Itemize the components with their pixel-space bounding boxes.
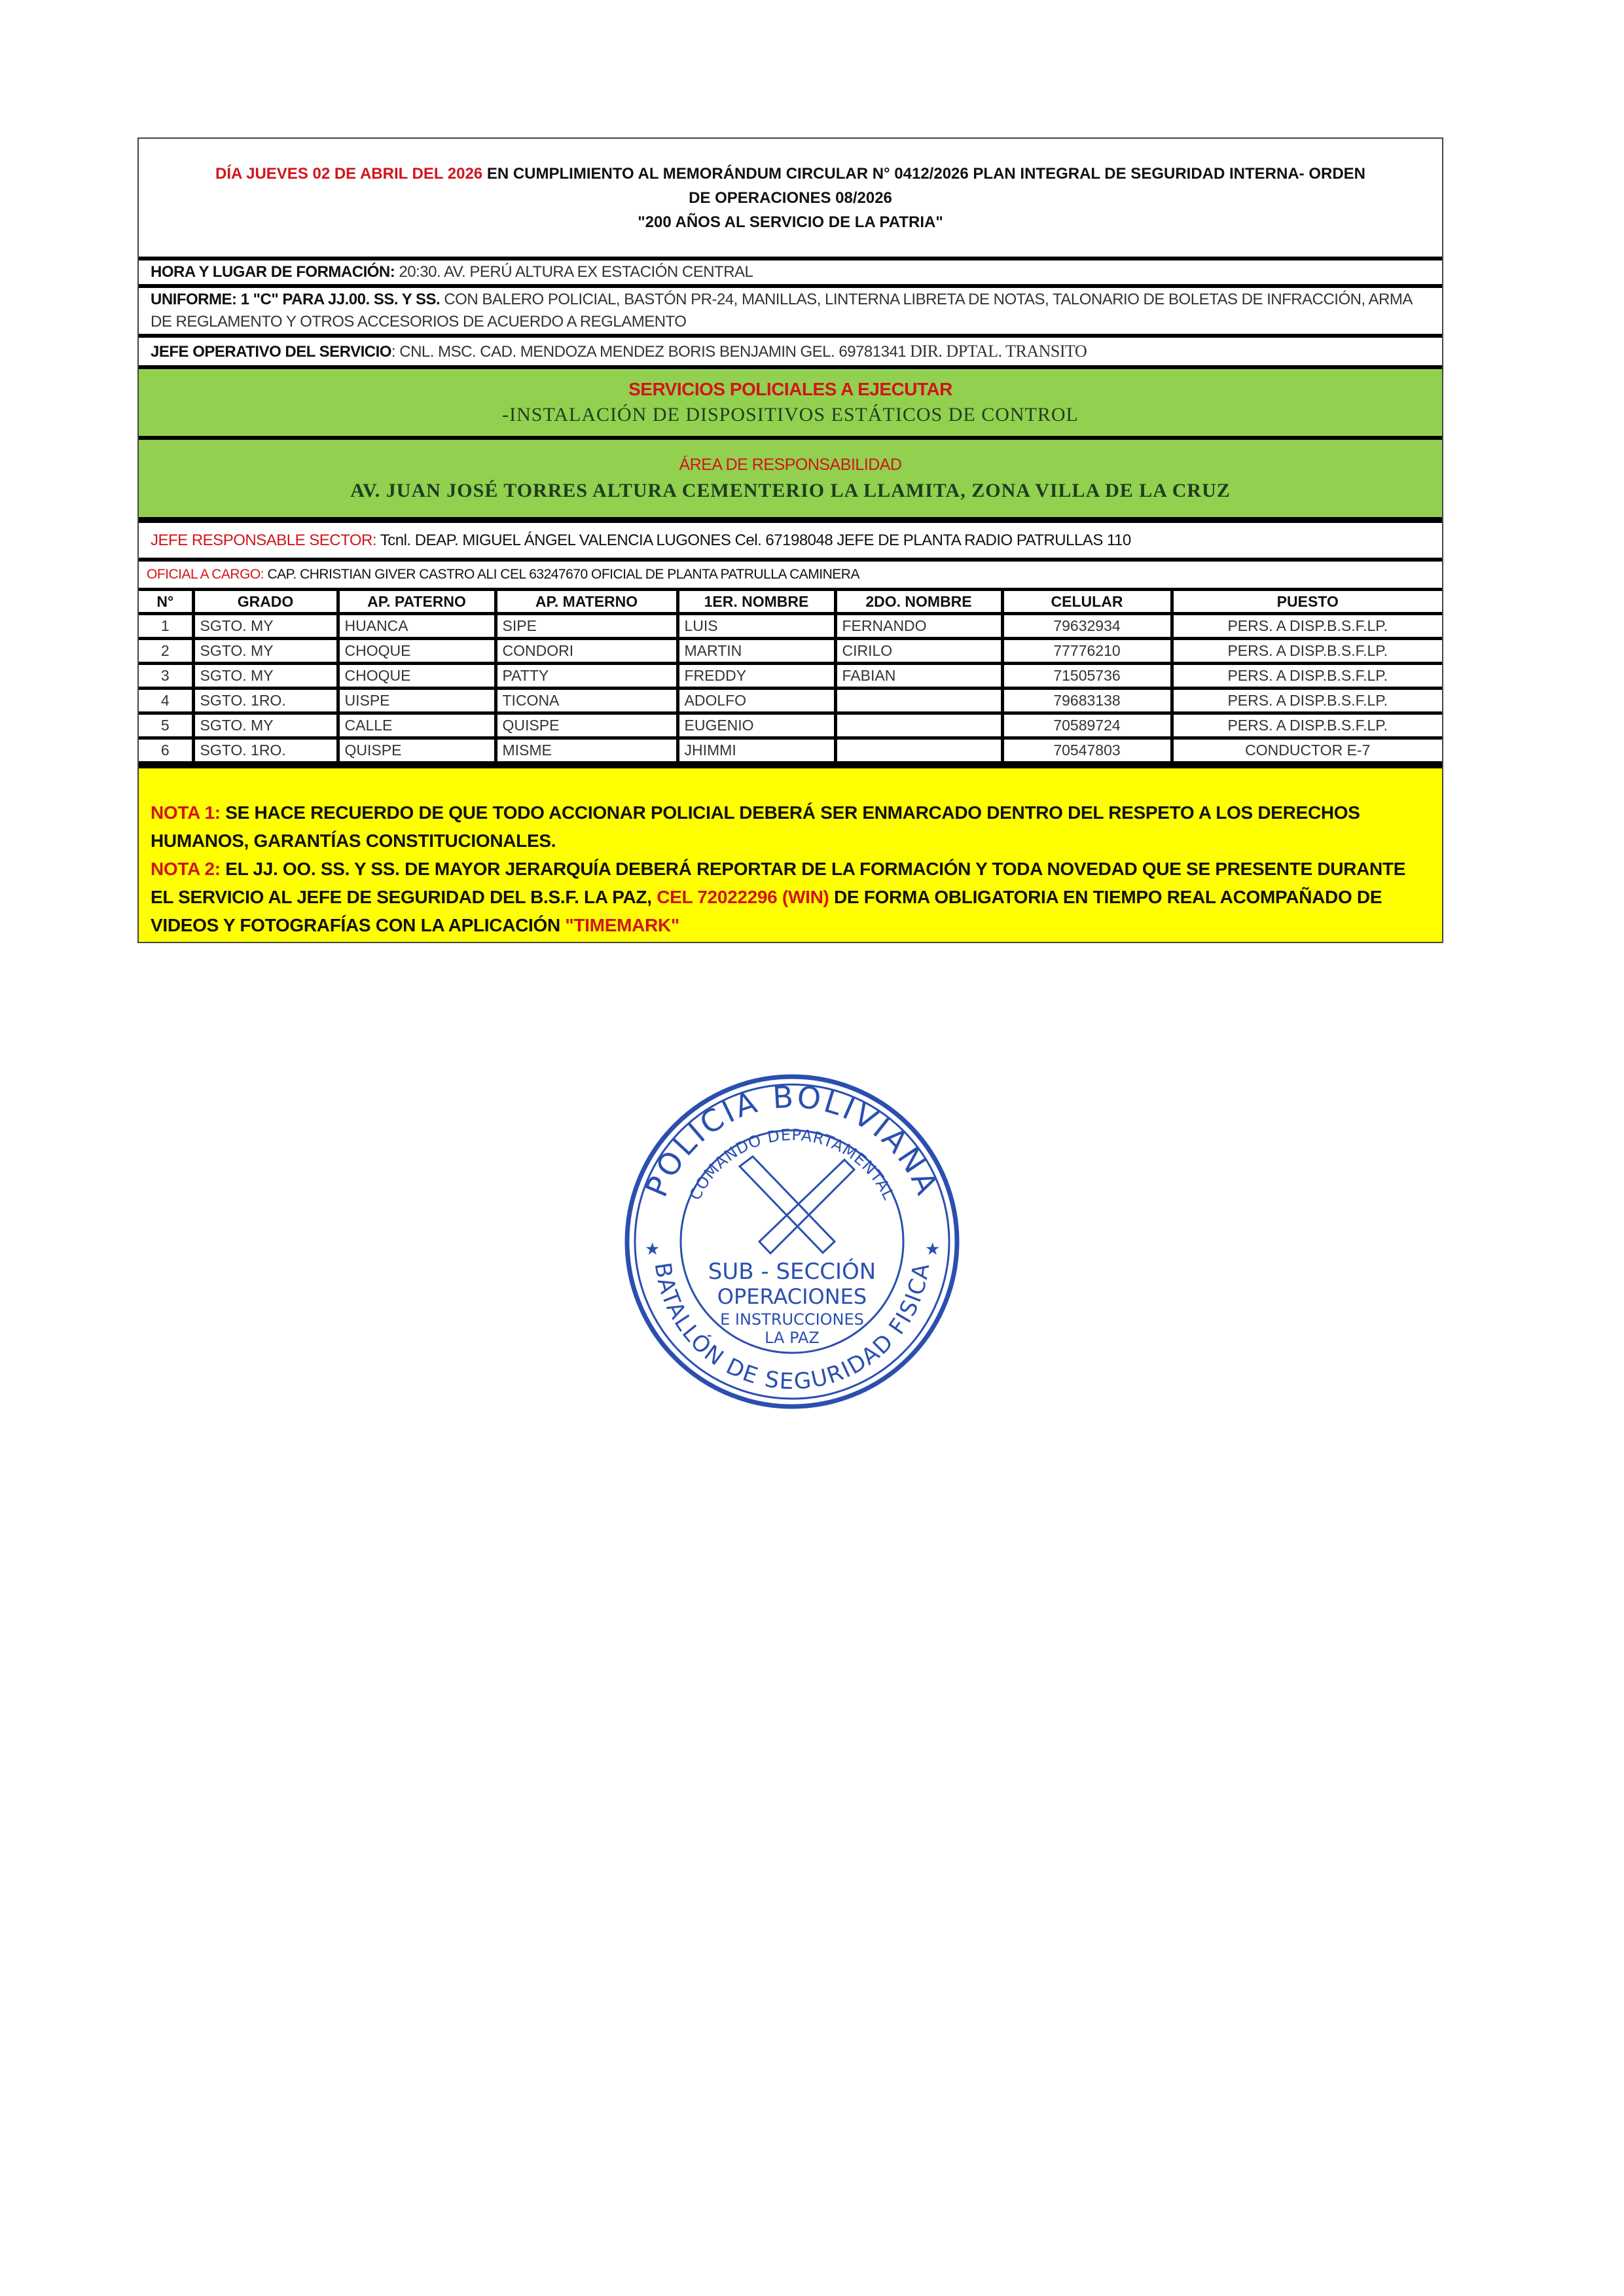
- cell-position: PERS. A DISP.B.S.F.LP.: [1172, 689, 1442, 713]
- column-header: N°: [139, 590, 193, 614]
- note-1-text: SE HACE RECUERDO DE QUE TODO ACCIONAR POLICIAL DEBERÁ SER ENMARCADO DENTRO DEL RESPETO A LOS DERECHOS HUMANOS, GARANTÍAS CONSTITUCIONALES.: [151, 802, 1360, 851]
- cell-row-number: 5: [139, 713, 193, 738]
- note-2-phone: CEL 72022296 (WIN): [657, 887, 829, 907]
- table-row: [139, 639, 1442, 664]
- header-line-1: [215, 162, 1365, 186]
- cell-row-number: 4: [139, 689, 193, 713]
- stamp-bottom-text: BATALLÓN DE SEGURIDAD FISICA: [649, 1261, 935, 1395]
- header-memorandum: EN CUMPLIMIENTO AL MEMORÁNDUM CIRCULAR N° 0412/2026 PLAN INTEGRAL DE SEGURIDAD INTERNA- ORDEN: [482, 164, 1365, 183]
- cell-phone: 70547803: [1002, 738, 1172, 763]
- cell-first-name: MARTIN: [677, 639, 835, 664]
- column-header: 1ER. NOMBRE: [677, 590, 835, 614]
- cell-first-name: EUGENIO: [677, 713, 835, 738]
- cell-row-number: 1: [139, 614, 193, 639]
- services-title: SERVICIOS POLICIALES A EJECUTAR: [628, 379, 952, 399]
- cell-paternal-surname: CHOQUE: [338, 639, 496, 664]
- cell-row-number: 3: [139, 664, 193, 689]
- table-row: [139, 689, 1442, 713]
- stamp-line-4: LA PAZ: [765, 1329, 820, 1347]
- services-section: [139, 365, 1442, 436]
- cell-position: PERS. A DISP.B.S.F.LP.: [1172, 664, 1442, 689]
- cell-phone: 77776210: [1002, 639, 1172, 664]
- formation-label: HORA Y LUGAR DE FORMACIÓN:: [151, 263, 395, 281]
- cell-phone: 79632934: [1002, 614, 1172, 639]
- cell-position: PERS. A DISP.B.S.F.LP.: [1172, 614, 1442, 639]
- cell-first-name: LUIS: [677, 614, 835, 639]
- cell-position: PERS. A DISP.B.S.F.LP.: [1172, 639, 1442, 664]
- uniform-row: [139, 284, 1442, 334]
- cell-rank: SGTO. MY: [193, 713, 338, 738]
- formation-row: [139, 257, 1442, 284]
- note-1-label: NOTA 1:: [151, 802, 221, 823]
- column-header: PUESTO: [1172, 590, 1442, 614]
- cell-maternal-surname: QUISPE: [496, 713, 677, 738]
- cell-first-name: FREDDY: [677, 664, 835, 689]
- stamp-line-1: SUB - SECCIÓN: [708, 1259, 876, 1285]
- cell-row-number: 2: [139, 639, 193, 664]
- police-seal-stamp: [619, 1068, 965, 1415]
- header-date: DÍA JUEVES 02 DE ABRIL DEL 2026: [215, 164, 483, 183]
- cell-position: PERS. A DISP.B.S.F.LP.: [1172, 713, 1442, 738]
- cell-second-name: FABIAN: [835, 664, 1002, 689]
- column-header: 2DO. NOMBRE: [835, 590, 1002, 614]
- area-section: [139, 436, 1442, 517]
- cell-maternal-surname: TICONA: [496, 689, 677, 713]
- table-row: [139, 738, 1442, 763]
- stamp-line-3: E INSTRUCCIONES: [720, 1310, 864, 1329]
- cell-rank: SGTO. 1RO.: [193, 689, 338, 713]
- cell-paternal-surname: HUANCA: [338, 614, 496, 639]
- cell-maternal-surname: MISME: [496, 738, 677, 763]
- personnel-table: [139, 588, 1442, 764]
- area-title: ÁREA DE RESPONSABILIDAD: [679, 455, 902, 474]
- note-1: [151, 798, 1430, 855]
- header-line-2: DE OPERACIONES 08/2026: [689, 188, 892, 207]
- operational-chief-unit: DIR. DPTAL. TRANSITO: [906, 342, 1087, 361]
- table-header-row: [139, 590, 1442, 614]
- notes-section: [139, 764, 1442, 942]
- area-value: AV. JUAN JOSÉ TORRES ALTURA CEMENTERIO LA LLAMITA, ZONA VILLA DE LA CRUZ: [350, 479, 1231, 501]
- cell-rank: SGTO. 1RO.: [193, 738, 338, 763]
- header-motto: "200 AÑOS AL SERVICIO DE LA PATRIA": [638, 213, 943, 231]
- note-2: [151, 855, 1430, 939]
- cell-paternal-surname: CHOQUE: [338, 664, 496, 689]
- services-item: -INSTALACIÓN DE DISPOSITIVOS ESTÁTICOS DE CONTROL: [502, 404, 1079, 425]
- officer-label: OFICIAL A CARGO:: [147, 567, 264, 582]
- uniform-value: CON BALERO POLICIAL, BASTÓN PR-24, MANILLAS, LINTERNA LIBRETA DE NOTAS, TALONARIO DE BOLETAS DE INFRACCIÓN, ARMA DE REGLAMENTO Y OTROS ACCESORIOS DE ACUERDO A REGLAMENTO: [151, 291, 1412, 331]
- cell-rank: SGTO. MY: [193, 639, 338, 664]
- cell-phone: 79683138: [1002, 689, 1172, 713]
- crossed-machetes-icon: [740, 1157, 854, 1253]
- cell-rank: SGTO. MY: [193, 664, 338, 689]
- cell-paternal-surname: QUISPE: [338, 738, 496, 763]
- column-header: AP. MATERNO: [496, 590, 677, 614]
- note-2-label: NOTA 2:: [151, 859, 221, 879]
- stamp-inner-text: COMANDO DEPARTAMENTAL: [685, 1125, 899, 1204]
- operational-chief-label: JEFE OPERATIVO DEL SERVICIO: [151, 343, 391, 361]
- cell-phone: 71505736: [1002, 664, 1172, 689]
- star-icon: ★: [645, 1240, 660, 1259]
- sector-chief-row: [139, 517, 1442, 558]
- cell-row-number: 6: [139, 738, 193, 763]
- cell-phone: 70589724: [1002, 713, 1172, 738]
- star-icon: ★: [925, 1240, 941, 1259]
- column-header: AP. PATERNO: [338, 590, 496, 614]
- cell-second-name: [835, 689, 1002, 713]
- cell-maternal-surname: PATTY: [496, 664, 677, 689]
- table-row: [139, 664, 1442, 689]
- table-row: [139, 713, 1442, 738]
- cell-second-name: FERNANDO: [835, 614, 1002, 639]
- column-header: GRADO: [193, 590, 338, 614]
- officer-row: [139, 558, 1442, 588]
- note-2-text-2: DE FORMA OBLIGATORIA EN TIEMPO REAL ACOMPAÑADO DE VIDEOS Y FOTOGRAFÍAS CON LA APLICACIÓN: [151, 887, 1382, 935]
- table-row: [139, 614, 1442, 639]
- sector-chief-label: JEFE RESPONSABLE SECTOR:: [151, 531, 376, 549]
- cell-position: CONDUCTOR E-7: [1172, 738, 1442, 763]
- note-2-text: EL JJ. OO. SS. Y SS. DE MAYOR JERARQUÍA DEBERÁ REPORTAR DE LA FORMACIÓN Y TODA NOVEDAD QUE SE PRESENTE DURANTE EL SERVICIO AL JEFE DE SEGURIDAD DEL B.S.F. LA PAZ,: [151, 859, 1406, 907]
- cell-first-name: ADOLFO: [677, 689, 835, 713]
- operational-chief-row: [139, 334, 1442, 365]
- uniform-label: UNIFORME: 1 "C" PARA JJ.00. SS. Y SS.: [151, 291, 441, 308]
- cell-paternal-surname: CALLE: [338, 713, 496, 738]
- cell-second-name: [835, 713, 1002, 738]
- operational-chief-value: : CNL. MSC. CAD. MENDOZA MENDEZ BORIS BENJAMIN GEL. 69781341: [391, 343, 907, 361]
- cell-maternal-surname: CONDORI: [496, 639, 677, 664]
- column-header: CELULAR: [1002, 590, 1172, 614]
- document-header: [139, 139, 1442, 257]
- operations-order-document: [137, 137, 1443, 943]
- cell-rank: SGTO. MY: [193, 614, 338, 639]
- note-2-app: "TIMEMARK": [565, 915, 679, 935]
- officer-value: CAP. CHRISTIAN GIVER CASTRO ALI CEL 63247670 OFICIAL DE PLANTA PATRULLA CAMINERA: [264, 567, 859, 582]
- stamp-top-text: POLICIA BOLIVIANA: [638, 1079, 946, 1202]
- formation-value: 20:30. AV. PERÚ ALTURA EX ESTACIÓN CENTRAL: [395, 263, 753, 281]
- sector-chief-value: Tcnl. DEAP. MIGUEL ÁNGEL VALENCIA LUGONES Cel. 67198048 JEFE DE PLANTA RADIO PATRULLAS 110: [376, 531, 1131, 549]
- cell-second-name: [835, 738, 1002, 763]
- cell-second-name: CIRILO: [835, 639, 1002, 664]
- cell-maternal-surname: SIPE: [496, 614, 677, 639]
- cell-paternal-surname: UISPE: [338, 689, 496, 713]
- stamp-line-2: OPERACIONES: [717, 1284, 867, 1309]
- cell-first-name: JHIMMI: [677, 738, 835, 763]
